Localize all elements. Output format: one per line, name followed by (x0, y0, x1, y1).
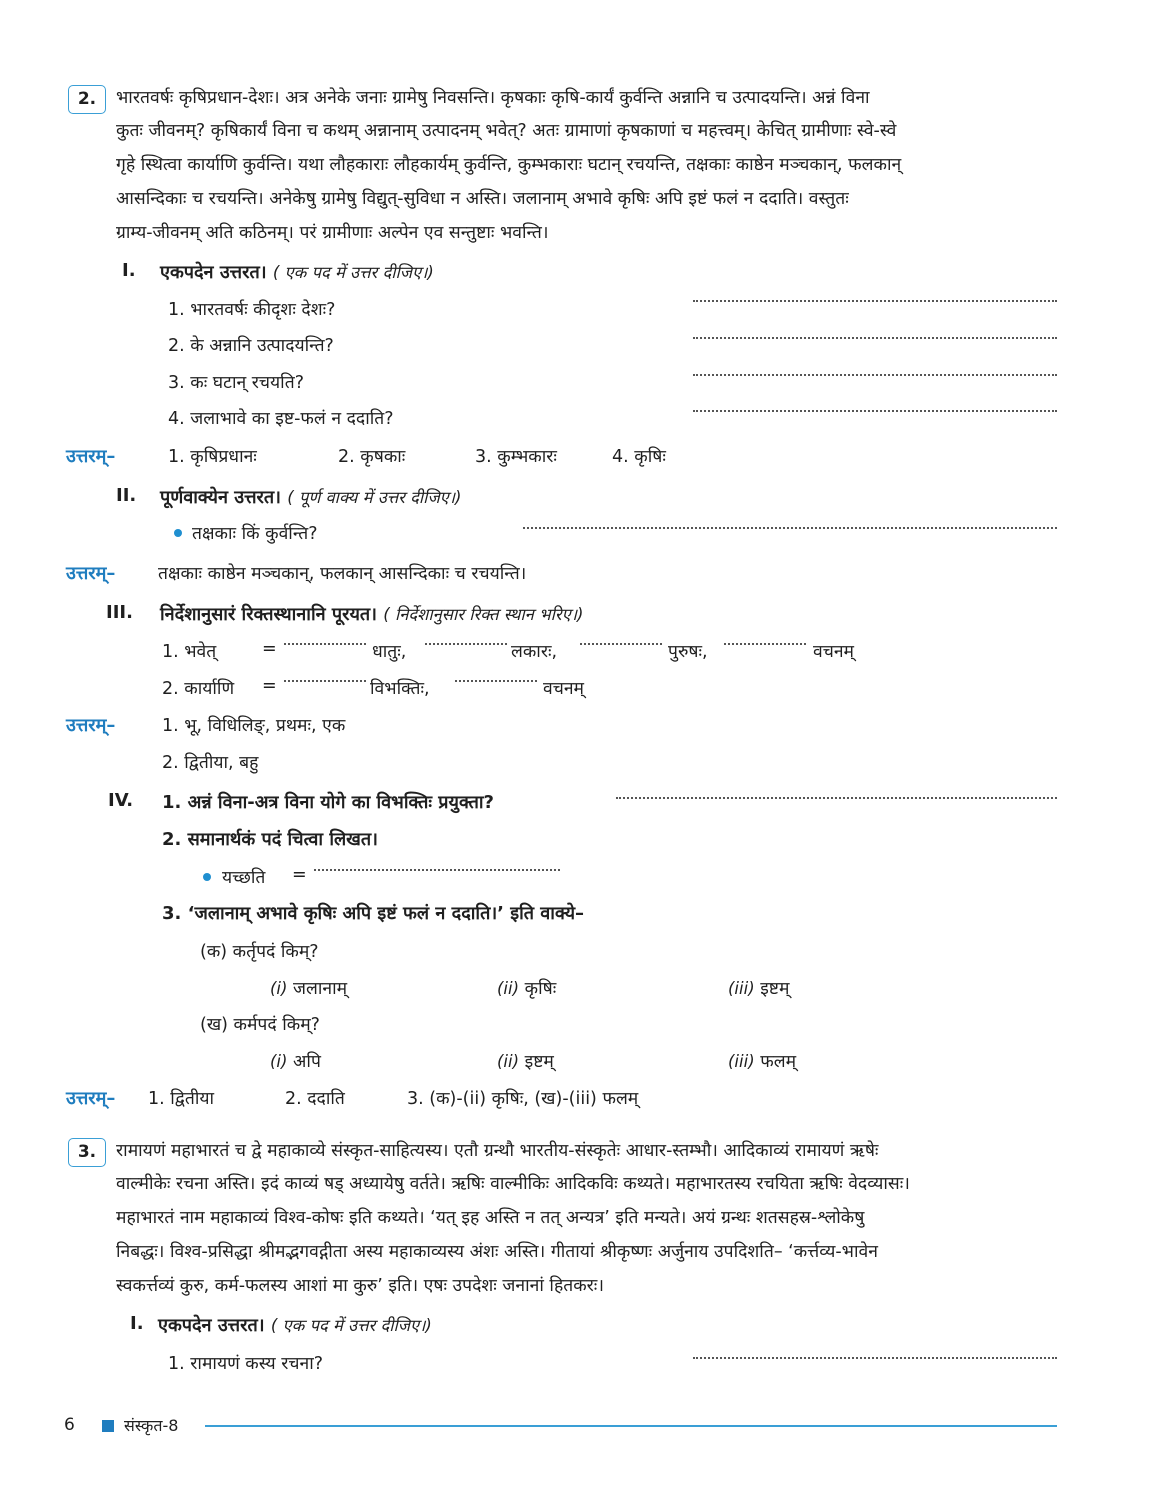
section-hint: ( पूर्ण वाक्य में उत्तर दीजिए।) (287, 488, 462, 507)
answer-blank[interactable] (693, 374, 1057, 376)
section-roman-numeral: I. (130, 1313, 144, 1334)
fill-blank[interactable] (455, 680, 537, 682)
footer-book-title: संस्कृत-8 (124, 1416, 179, 1435)
answer-blank[interactable] (693, 337, 1057, 339)
answer-blank[interactable] (314, 869, 560, 871)
fill-blank[interactable] (580, 643, 662, 645)
bullet-icon (203, 873, 211, 881)
section-roman-numeral: IV. (108, 790, 134, 811)
option-number: (iii) (728, 979, 755, 998)
answer-blank[interactable] (693, 410, 1057, 412)
answer-blank[interactable] (523, 527, 1057, 529)
passage-line: आसन्दिकाः च रचयन्ति। अनेकेषु ग्रामेषु विद्युत्-सुविधा न अस्ति। जलानाम् अभावे कृषिः अपि इष्टं फलं न ददाति। वस्तुतः (116, 189, 849, 209)
equals-sign: = (262, 639, 277, 659)
fill-word: 2. कार्याणि (162, 679, 235, 699)
section-roman-numeral: III. (106, 602, 133, 623)
section-title-text: एकपदेन उत्तरत। (158, 1315, 265, 1336)
answer-blank[interactable] (616, 797, 1057, 799)
option-number: (i) (270, 979, 288, 998)
question-item: 1. रामायणं कस्य रचना? (168, 1354, 324, 1374)
fill-label: पुरुषः, (668, 642, 708, 662)
question-item: 2. के अन्नानि उत्पादयन्ति? (168, 336, 334, 356)
option-item[interactable] (497, 976, 556, 1000)
option-item[interactable] (728, 1049, 796, 1073)
option-number: (iii) (728, 1052, 755, 1071)
question-number-badge: 2. (68, 85, 106, 114)
footer-square-icon (102, 1420, 114, 1432)
option-item[interactable] (270, 1049, 321, 1073)
fill-blank[interactable] (724, 643, 806, 645)
answer-text: तक्षकाः काष्ठेन मञ्चकान्, फलकान् आसन्दिकाः च रचयन्ति। (158, 564, 527, 584)
fill-blank[interactable] (425, 643, 507, 645)
sub-question: (ख) कर्मपदं किम्? (200, 1015, 320, 1035)
section-roman-numeral: II. (116, 485, 137, 506)
option-text: अपि (293, 1052, 321, 1072)
answer-label: उत्तरम्– (66, 1088, 116, 1109)
passage-line: रामायणं महाभारतं च द्वे महाकाव्ये संस्कृत-साहित्यस्य। एतौ ग्रन्थौ भारतीय-संस्कृतेः आधार-स्तम्भौ। आदिकाव्यं रामायणं ऋषेः (116, 1141, 879, 1161)
section-hint: ( निर्देशानुसार रिक्त स्थान भरिए।) (383, 605, 584, 624)
question-item: तक्षकाः किं कुर्वन्ति? (192, 524, 318, 544)
answer-label: उत्तरम्– (66, 563, 116, 584)
question-heading: 3. ‘जलानाम् अभावे कृषिः अपि इष्टं फलं न ददाति।’ इति वाक्ये– (162, 903, 585, 924)
fill-blank[interactable] (284, 643, 366, 645)
fill-label: वचनम् (543, 679, 585, 699)
answer-text: 1. भू, विधिलिङ्, प्रथमः, एक (162, 716, 346, 736)
answer-text: 2. कृषकाः (338, 447, 406, 467)
section-roman-numeral: I. (122, 260, 136, 281)
answer-blank[interactable] (693, 300, 1057, 302)
question-item: 3. कः घटान् रचयति? (168, 373, 304, 393)
answer-text: 1. द्वितीया (148, 1089, 215, 1109)
option-item[interactable] (728, 976, 790, 1000)
section-title (160, 260, 434, 284)
question-number-badge: 3. (68, 1138, 106, 1167)
answer-blank[interactable] (693, 1357, 1057, 1359)
answer-text: 4. कृषिः (612, 447, 666, 467)
option-text: फलम् (760, 1052, 797, 1072)
fill-label: धातुः, (372, 642, 407, 662)
option-number: (ii) (497, 1052, 520, 1071)
question-item: यच्छति (222, 868, 266, 888)
question-heading: 2. समानार्थकं पदं चित्वा लिखत। (162, 829, 378, 850)
answer-label: उत्तरम्– (66, 446, 116, 467)
passage-line: महाभारतं नाम महाकाव्यं विश्व-कोषः इति कथ्यते। ‘यत् इह अस्ति न तत् अन्यत्र’ इति मन्यते। अयं ग्रन्थः शतसहस्र-श्लोकेषु (116, 1208, 865, 1228)
section-title (160, 602, 583, 626)
passage-line: ग्राम्य-जीवनम् अति कठिनम्। परं ग्रामीणाः अल्पेन एव सन्तुष्टाः भवन्ति। (116, 223, 549, 243)
sub-question: (क) कर्तृपदं किम्? (200, 942, 319, 962)
option-text: जलानाम् (293, 979, 348, 999)
answer-text: 2. ददाति (285, 1089, 345, 1109)
option-text: इष्टम् (524, 1052, 554, 1072)
option-number: (i) (270, 1052, 288, 1071)
option-text: कृषिः (524, 979, 557, 999)
option-number: (ii) (497, 979, 520, 998)
fill-word: 1. भवेत् (162, 642, 217, 662)
option-item[interactable] (497, 1049, 554, 1073)
question-item: 4. जलाभावे का इष्ट-फलं न ददाति? (168, 409, 394, 429)
section-title-text: निर्देशानुसारं रिक्तस्थानानि पूरयत। (160, 604, 377, 625)
equals-sign: = (262, 676, 277, 696)
answer-text: 3. कुम्भकारः (475, 447, 557, 467)
answer-text: 2. द्वितीया, बहु (162, 753, 259, 773)
fill-blank[interactable] (284, 680, 366, 682)
passage-line: भारतवर्षः कृषिप्रधान-देशः। अत्र अनेके जनाः ग्रामेषु निवसन्ति। कृषकाः कृषि-कार्यं कुर्वन्ति अन्नानि च उत्पादयन्ति। अन्नं विना (116, 88, 870, 108)
section-title-text: एकपदेन उत्तरत। (160, 262, 267, 283)
option-item[interactable] (270, 976, 347, 1000)
section-title-text: पूर्णवाक्येन उत्तरत। (160, 487, 281, 508)
answer-text: 3. (क)-(ii) कृषिः, (ख)-(iii) फलम् (407, 1089, 639, 1109)
page-number: 6 (64, 1415, 75, 1435)
section-title (160, 485, 462, 509)
passage-line: कुतः जीवनम्? कृषिकार्यं विना च कथम् अन्नानाम् उत्पादनम् भवेत्? अतः ग्रामाणां कृषकाणां च महत्त्वम्। केचित् ग्रामीणाः स्वे-स्वे (116, 121, 897, 141)
option-text: इष्टम् (760, 979, 790, 999)
passage-line: निबद्धः। विश्व-प्रसिद्धा श्रीमद्भगवद्गीता अस्य महाकाव्यस्य अंशः अस्ति। गीतायां श्रीकृष्णः अर्जुनाय उपदिशति– ‘कर्त्तव्य-भावेन (116, 1242, 878, 1262)
bullet-icon (174, 529, 182, 537)
section-title (158, 1313, 432, 1337)
fill-label: वचनम् (813, 642, 855, 662)
section-hint: ( एक पद में उत्तर दीजिए।) (270, 1316, 432, 1335)
answer-label: उत्तरम्– (66, 715, 116, 736)
passage-line: वाल्मीकेः रचना अस्ति। इदं काव्यं षड् अध्यायेषु वर्तते। ऋषिः वाल्मीकिः आदिकविः कथ्यते। महाभारतस्य रचयिता ऋषिः वेदव्यासः। (116, 1174, 910, 1194)
fill-label: विभक्तिः, (370, 679, 430, 699)
passage-line: गृहे स्थित्वा कार्याणि कुर्वन्ति। यथा लौहकाराः लौहकार्यम् कुर्वन्ति, कुम्भकाराः घटान् रचयन्ति, तक्षकाः काष्ठेन मञ्चकान्, फलकान् (116, 155, 902, 175)
footer-divider (205, 1425, 1057, 1427)
passage-line: स्वकर्त्तव्यं कुरु, कर्म-फलस्य आशां मा कुरु’ इति। एषः उपदेशः जनानां हितकरः। (116, 1276, 604, 1296)
fill-label: लकारः, (511, 642, 558, 662)
answer-text: 1. कृषिप्रधानः (168, 447, 257, 467)
question-item: 1. भारतवर्षः कीदृशः देशः? (168, 300, 336, 320)
section-hint: ( एक पद में उत्तर दीजिए।) (272, 263, 434, 282)
question-heading: 1. अन्नं विना-अत्र विना योगे का विभक्तिः प्रयुक्ता? (162, 792, 494, 813)
equals-sign: = (292, 865, 307, 885)
